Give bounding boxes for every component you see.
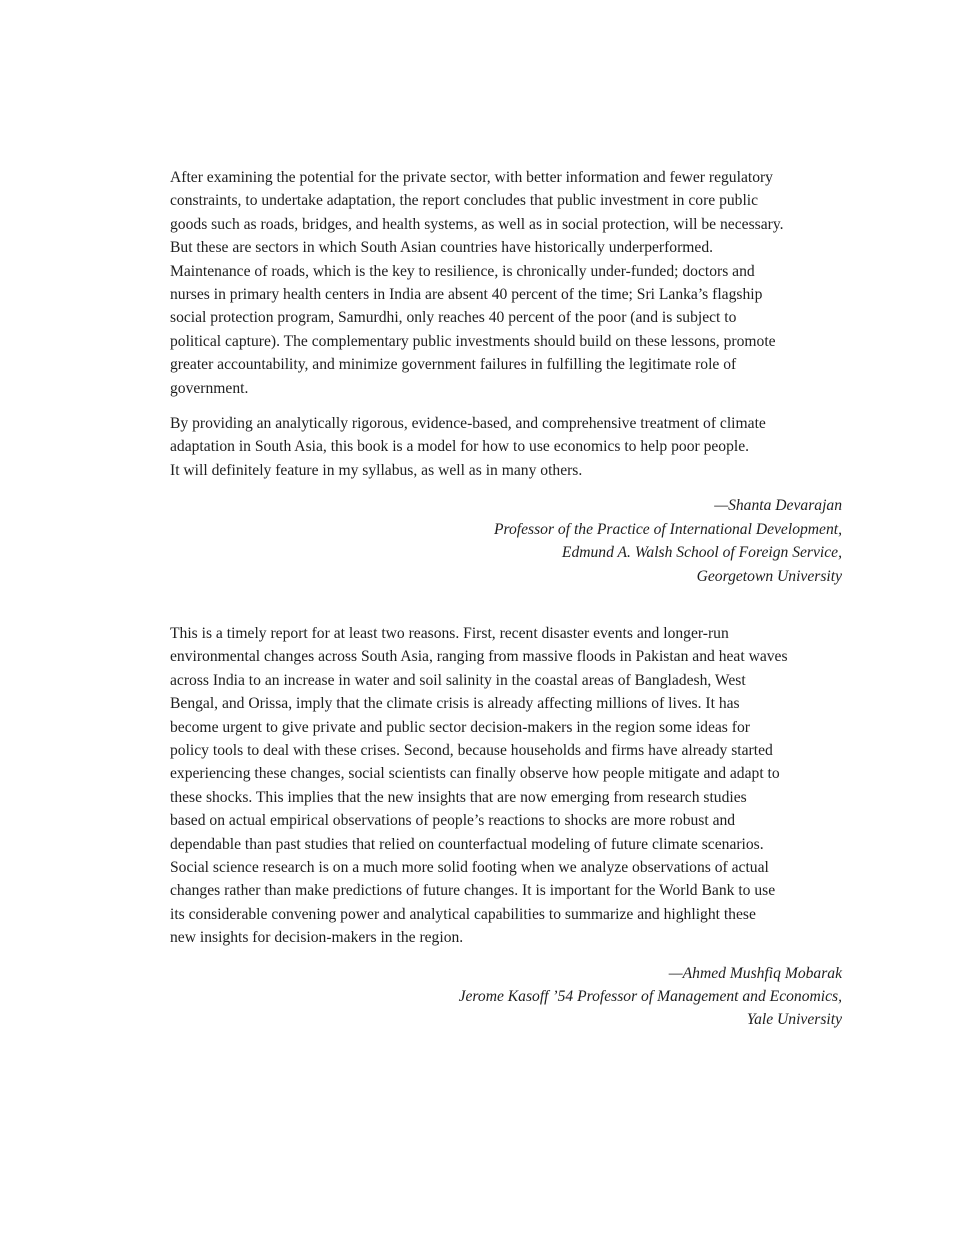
text-line: constraints, to undertake adaptation, the report concludes that public investment in core public: [170, 192, 759, 210]
text-line: based on actual empirical observations of people’s reactions to shocks are more robust and: [170, 812, 736, 830]
text-line: adaptation in South Asia, this book is a model for how to use economics to help poor people.: [170, 438, 750, 456]
text-line: these shocks. This implies that the new insights that are now emerging from research studies: [170, 788, 747, 806]
text-line: experiencing these changes, social scientists can finally observe how people mitigate and adapt to: [170, 765, 780, 783]
text-line: greater accountability, and minimize government failures in fulfilling the legitimate role of: [170, 356, 737, 374]
text-line: It will definitely feature in my syllabus, as well as in many others.: [170, 461, 583, 479]
text-line: Bengal, and Orissa, imply that the climate crisis is already affecting millions of lives. It has: [170, 695, 740, 713]
endorsement-paragraph: [170, 622, 842, 950]
text-line: By providing an analytically rigorous, evidence-based, and comprehensive treatment of climate: [170, 415, 766, 433]
attribution-mobarak: [170, 962, 842, 1032]
endorsement-mobarak: [170, 622, 842, 1032]
endorsement-paragraph: [170, 412, 842, 482]
text-line: goods such as roads, bridges, and health systems, as well as in social protection, will be necessary.: [170, 215, 784, 233]
attribution-title: Jerome Kasoff ’54 Professor of Management and Economics,: [458, 988, 842, 1005]
text-line: After examining the potential for the private sector, with better information and fewer regulatory: [170, 169, 773, 186]
text-line: its considerable convening power and analytical capabilities to summarize and highlight these: [170, 905, 756, 923]
text-line: new insights for decision-makers in the region.: [170, 929, 464, 947]
page-body: [170, 166, 842, 1032]
attribution-name: —Ahmed Mushfiq Mobarak: [668, 964, 842, 982]
text-line: policy tools to deal with these crises. Second, because households and firms have already started: [170, 741, 773, 759]
text-line: Maintenance of roads, which is the key to resilience, is chronically under-funded; doctors and: [170, 262, 755, 280]
attribution-title: Professor of the Practice of International Development,: [493, 520, 842, 538]
text-line: This is a timely report for at least two reasons. First, recent disaster events and longer-run: [170, 624, 729, 642]
text-line: social protection program, Samurdhi, only reaches 40 percent of the poor (and is subject to: [170, 309, 737, 327]
endorsement-devarajan: [170, 166, 842, 588]
text-line: changes rather than make predictions of future changes. It is important for the World Bank to use: [170, 882, 776, 900]
spacer: [170, 588, 842, 622]
text-line: Social science research is on a much more solid footing when we analyze observations of actual: [170, 858, 769, 876]
text-line: But these are sectors in which South Asian countries have historically underperformed.: [170, 239, 714, 257]
text-line: dependable than past studies that relied on counterfactual modeling of future climate scenarios.: [170, 835, 764, 853]
text-line: nurses in primary health centers in India are absent 40 percent of the time; Sri Lanka’s flagship: [170, 286, 763, 304]
attribution-name: —Shanta Devarajan: [714, 497, 842, 515]
endorsement-paragraph: [170, 166, 842, 400]
attribution-devarajan: [170, 494, 842, 588]
text-line: become urgent to give private and public sector decision-makers in the region some ideas for: [170, 718, 750, 736]
text-line: across India to an increase in water and soil salinity in the coastal areas of Bangladesh, West: [170, 671, 746, 689]
attribution-affiliation: Georgetown University: [696, 567, 842, 585]
text-line: environmental changes across South Asia, ranging from massive floods in Pakistan and heat waves: [170, 648, 788, 666]
text-line: political capture). The complementary public investments should build on these lessons, promote: [170, 332, 776, 350]
attribution-affiliation: Yale University: [746, 1011, 842, 1029]
attribution-affiliation: Edmund A. Walsh School of Foreign Service,: [561, 544, 842, 562]
text-line: government.: [170, 379, 249, 397]
